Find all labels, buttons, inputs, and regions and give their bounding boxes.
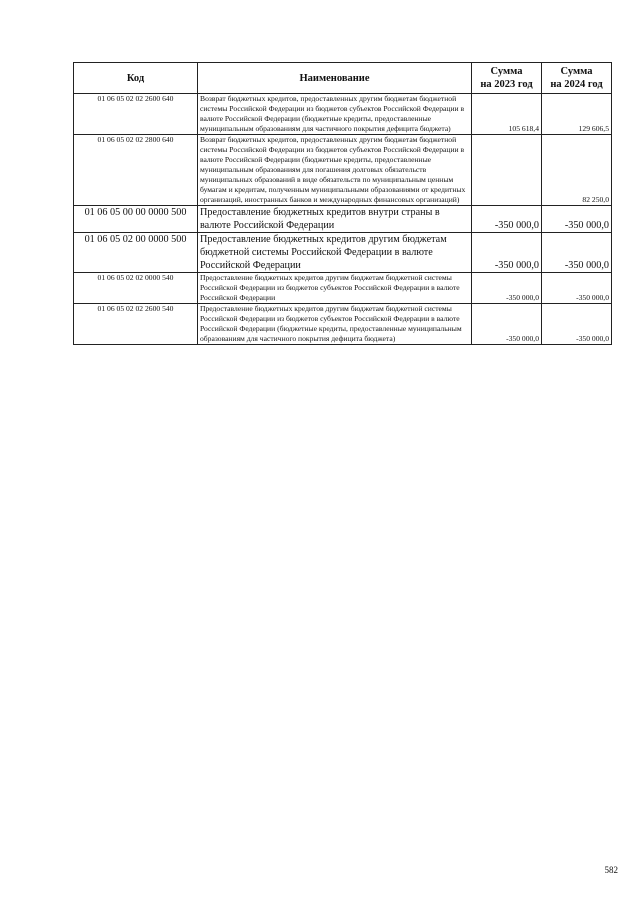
- row-sum-2023: 105 618,4: [472, 94, 542, 135]
- table-row: [74, 135, 612, 206]
- row-code: 01 06 05 02 02 2600 640: [74, 94, 198, 135]
- table-row: [74, 304, 612, 345]
- row-code: 01 06 05 02 02 2800 640: [74, 135, 198, 206]
- header-code: Код: [74, 63, 198, 94]
- row-sum-2024: -350 000,0: [542, 304, 612, 345]
- row-name: Возврат бюджетных кредитов, предоставленных другим бюджетам бюджетной системы Российской Федерации из бюджетов субъектов Российской Федерации в валюте Российской Федерации (бюджетные кредиты, предоставленные муниципальным образованиям для погашения долговых обязательств муниципальных образований в виде обязательств по муниципальным ценным бумагам и кредитам, полученным муниципальными образованиями от кредитных организаций, иностранных банков и международных финансовых организаций): [198, 135, 472, 206]
- table-header-row: [74, 63, 612, 94]
- table-row: [74, 233, 612, 273]
- header-sum-2024-line2: на 2024 год: [550, 79, 603, 90]
- row-name: Предоставление бюджетных кредитов другим бюджетам бюджетной системы Российской Федерации из бюджетов субъектов Российской Федерации в валюте Российской Федерации (бюджетные кредиты, предоставленные муниципальным образованиям для частичного покрытия дефицита бюджета): [198, 304, 472, 345]
- table-row: [74, 206, 612, 233]
- table-row: [74, 273, 612, 304]
- header-sum-2023-line1: Сумма: [490, 66, 523, 77]
- row-sum-2024: -350 000,0: [542, 206, 612, 233]
- row-sum-2024: 82 250,0: [542, 135, 612, 206]
- row-sum-2023: -350 000,0: [472, 233, 542, 273]
- header-sum-2023: [472, 63, 542, 94]
- row-sum-2023: -350 000,0: [472, 273, 542, 304]
- row-code: 01 06 05 02 00 0000 500: [74, 233, 198, 273]
- row-code: 01 06 05 02 02 2600 540: [74, 304, 198, 345]
- table-row: [74, 94, 612, 135]
- page-number: 582: [604, 865, 618, 875]
- row-code: 01 06 05 02 02 0000 540: [74, 273, 198, 304]
- row-name: Предоставление бюджетных кредитов другим бюджетам бюджетной системы Российской Федерации из бюджетов субъектов Российской Федерации в валюте Российской Федерации: [198, 273, 472, 304]
- row-sum-2023: [472, 135, 542, 206]
- row-name: Предоставление бюджетных кредитов внутри страны в валюте Российской Федерации: [198, 206, 472, 233]
- row-code: 01 06 05 00 00 0000 500: [74, 206, 198, 233]
- budget-table: [73, 62, 612, 345]
- row-sum-2024: -350 000,0: [542, 273, 612, 304]
- header-sum-2024: [542, 63, 612, 94]
- row-name: Предоставление бюджетных кредитов другим бюджетам бюджетной системы Российской Федерации в валюте Российской Федерации: [198, 233, 472, 273]
- header-sum-2023-line2: на 2023 год: [480, 79, 533, 90]
- row-sum-2023: -350 000,0: [472, 206, 542, 233]
- row-sum-2024: 129 606,5: [542, 94, 612, 135]
- row-sum-2024: -350 000,0: [542, 233, 612, 273]
- row-name: Возврат бюджетных кредитов, предоставленных другим бюджетам бюджетной системы Российской Федерации из бюджетов субъектов Российской Федерации в валюте Российской Федерации (бюджетные кредиты, предоставленные муниципальным образованиям для частичного покрытия дефицита бюджета): [198, 94, 472, 135]
- header-sum-2024-line1: Сумма: [560, 66, 593, 77]
- row-sum-2023: -350 000,0: [472, 304, 542, 345]
- header-name: Наименование: [198, 63, 472, 94]
